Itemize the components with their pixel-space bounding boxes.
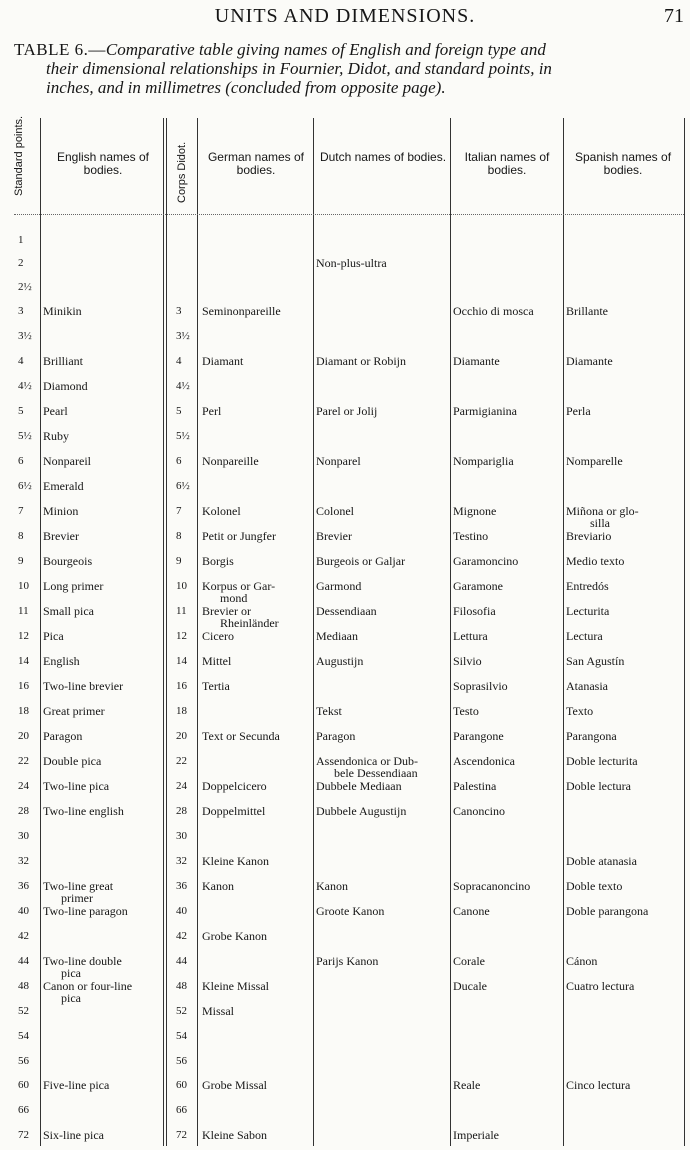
cell-standard-points: 2½ [18, 281, 32, 293]
column-rule [166, 118, 167, 1146]
cell-english-name: Brevier [43, 529, 79, 543]
cell-standard-points: 32 [18, 855, 29, 867]
cell-corps-didot: 6½ [176, 480, 190, 492]
cell-dutch-name: Diamant or Robijn [316, 354, 406, 368]
cell-standard-points: 36 [18, 880, 29, 892]
cell-corps-didot: 42 [176, 930, 187, 942]
cell-dutch-name: Augustijn [316, 654, 364, 668]
cell-spanish-name: Cuatro lectura [566, 979, 635, 993]
column-rule [197, 118, 198, 1146]
cell-english-name: Minion [43, 504, 79, 518]
cell-italian-name: Soprasilvio [453, 679, 508, 693]
cell-spanish-name: Parangona [566, 729, 617, 743]
cell-german-name: Cicero [202, 629, 234, 643]
cell-german-name: Text or Secunda [202, 729, 280, 743]
cell-german-name: Kleine Kanon [202, 854, 269, 868]
column-rule [563, 118, 564, 1146]
cell-english-name: Minikin [43, 304, 82, 318]
cell-standard-points: 66 [18, 1104, 29, 1116]
column-rule [163, 118, 164, 1146]
cell-dutch-name: Paragon [316, 729, 356, 743]
cell-italian-name: Garamoncino [453, 554, 519, 568]
cell-italian-name: Filosofia [453, 604, 496, 618]
cell-english-name: Brilliant [43, 354, 83, 368]
cell-standard-points: 20 [18, 730, 29, 742]
cell-dutch-name: Mediaan [316, 629, 358, 643]
cell-standard-points: 10 [18, 580, 29, 592]
caption-text-1: Comparative table giving names of English and foreign type and [105, 40, 546, 59]
cell-italian-name: Nompariglia [453, 454, 514, 468]
cell-dutch-name: Dubbele Augustijn [316, 804, 407, 818]
cell-spanish-name: Cinco lectura [566, 1078, 631, 1092]
cell-spanish-name: Doble texto [566, 879, 623, 893]
cell-english-name: Two-line great [43, 879, 114, 893]
cell-standard-points: 60 [18, 1079, 29, 1091]
cell-english-name: Bourgeois [43, 554, 93, 568]
cell-italian-name: Silvio [453, 654, 482, 668]
cell-italian-name: Parangone [453, 729, 504, 743]
cell-spanish-name: Atanasia [566, 679, 608, 693]
cell-corps-didot: 11 [176, 605, 187, 617]
cell-corps-didot: 36 [176, 880, 187, 892]
cell-dutch-name: Colonel [316, 504, 354, 518]
cell-dutch-name: Parijs Kanon [316, 954, 379, 968]
cell-german-name-continued: Rheinländer [220, 616, 279, 630]
cell-italian-name: Palestina [453, 779, 497, 793]
cell-standard-points: 3 [18, 305, 24, 317]
cell-german-name: Grobe Missal [202, 1078, 267, 1092]
cell-dutch-name: Assendonica or Dub- [316, 754, 418, 768]
cell-german-name: Petit or Jungfer [202, 529, 276, 543]
cell-german-name: Kleine Sabon [202, 1128, 267, 1142]
cell-corps-didot: 4 [176, 355, 182, 367]
cell-italian-name: Corale [453, 954, 485, 968]
cell-corps-didot: 10 [176, 580, 187, 592]
cell-english-name: Diamond [43, 379, 88, 393]
cell-standard-points: 7 [18, 505, 24, 517]
cell-dutch-name: Non-plus-ultra [316, 256, 387, 270]
column-rule [40, 118, 41, 1146]
cell-german-name: Kleine Missal [202, 979, 269, 993]
cell-standard-points: 30 [18, 830, 29, 842]
cell-spanish-name: Medio texto [566, 554, 625, 568]
cell-spanish-name: Perla [566, 404, 591, 418]
column-rule [684, 118, 685, 1146]
cell-standard-points: 6½ [18, 480, 32, 492]
cell-english-name: Pearl [43, 404, 68, 418]
cell-english-name: Paragon [43, 729, 83, 743]
cell-italian-name: Garamone [453, 579, 503, 593]
cell-corps-didot: 48 [176, 980, 187, 992]
cell-german-name: Doppelcicero [202, 779, 267, 793]
cell-italian-name: Mignone [453, 504, 497, 518]
cell-standard-points: 52 [18, 1005, 29, 1017]
cell-spanish-name-continued: silla [590, 516, 610, 530]
cell-english-name-continued: pica [61, 966, 81, 980]
cell-german-name-continued: mond [220, 591, 248, 605]
caption-line-3: inches, and in millimetres (concluded from opposite page). [46, 78, 446, 97]
cell-spanish-name: Texto [566, 704, 594, 718]
cell-spanish-name: San Agustín [566, 654, 625, 668]
header-corps-didot: Corps Didot. [176, 141, 188, 203]
cell-corps-didot: 44 [176, 955, 187, 967]
cell-standard-points: 42 [18, 930, 29, 942]
cell-italian-name: Canoncino [453, 804, 505, 818]
cell-corps-didot: 22 [176, 755, 187, 767]
cell-dutch-name: Dubbele Mediaan [316, 779, 402, 793]
cell-standard-points: 5½ [18, 430, 32, 442]
cell-english-name: English [43, 654, 80, 668]
cell-italian-name: Imperiale [453, 1128, 499, 1142]
cell-english-name: Two-line pica [43, 779, 110, 793]
cell-dutch-name: Nonparel [316, 454, 361, 468]
cell-standard-points: 8 [18, 530, 24, 542]
cell-standard-points: 28 [18, 805, 29, 817]
cell-italian-name: Ascendonica [453, 754, 515, 768]
cell-english-name-continued: primer [61, 891, 93, 905]
cell-standard-points: 12 [18, 630, 29, 642]
header-italian: Italian names of bodies. [464, 150, 550, 177]
header-spanish: Spanish names of bodies. [574, 150, 672, 177]
cell-english-name: Long primer [43, 579, 104, 593]
cell-standard-points: 11 [18, 605, 29, 617]
cell-english-name: Two-line english [43, 804, 124, 818]
cell-corps-didot: 56 [176, 1055, 187, 1067]
cell-german-name: Diamant [202, 354, 244, 368]
cell-dutch-name-continued: bele Dessendiaan [334, 766, 418, 780]
cell-english-name: Nonpareil [43, 454, 91, 468]
cell-english-name: Six-line pica [43, 1128, 104, 1142]
cell-spanish-name: Diamante [566, 354, 613, 368]
cell-corps-didot: 60 [176, 1079, 187, 1091]
cell-german-name: Missal [202, 1004, 235, 1018]
cell-standard-points: 16 [18, 680, 29, 692]
cell-standard-points: 56 [18, 1055, 29, 1067]
cell-italian-name: Canone [453, 904, 490, 918]
cell-standard-points: 6 [18, 455, 24, 467]
cell-standard-points: 40 [18, 905, 29, 917]
cell-german-name: Korpus or Gar- [202, 579, 276, 593]
cell-standard-points: 4 [18, 355, 24, 367]
cell-spanish-name: Lectura [566, 629, 603, 643]
cell-german-name: Kanon [202, 879, 234, 893]
cell-corps-didot: 9 [176, 555, 182, 567]
cell-spanish-name: Doble atanasia [566, 854, 637, 868]
cell-italian-name: Diamante [453, 354, 500, 368]
cell-standard-points: 3½ [18, 330, 32, 342]
cell-english-name: Ruby [43, 429, 70, 443]
cell-corps-didot: 3 [176, 305, 182, 317]
cell-english-name: Two-line brevier [43, 679, 124, 693]
cell-dutch-name: Brevier [316, 529, 352, 543]
cell-corps-didot: 16 [176, 680, 187, 692]
cell-corps-didot: 28 [176, 805, 187, 817]
running-title: UNITS AND DIMENSIONS. [214, 5, 476, 27]
column-rule [450, 118, 451, 1146]
cell-dutch-name: Kanon [316, 879, 348, 893]
cell-german-name: Perl [202, 404, 222, 418]
header-english: English names of bodies. [56, 150, 150, 177]
cell-english-name-continued: pica [61, 991, 81, 1005]
cell-standard-points: 48 [18, 980, 29, 992]
header-dutch: Dutch names of bodies. [319, 150, 447, 164]
cell-german-name: Kolonel [202, 504, 241, 518]
cell-dutch-name: Parel or Jolij [316, 404, 378, 418]
cell-corps-didot: 52 [176, 1005, 187, 1017]
cell-corps-didot: 54 [176, 1030, 187, 1042]
cell-corps-didot: 14 [176, 655, 187, 667]
column-rule [313, 118, 314, 1146]
cell-corps-didot: 24 [176, 780, 187, 792]
cell-german-name: Brevier or [202, 604, 251, 618]
header-standard-points: Standard points. [13, 115, 25, 196]
caption-lead: TABLE 6.— [14, 40, 106, 59]
cell-german-name: Borgis [202, 554, 234, 568]
cell-standard-points: 1 [18, 234, 24, 246]
cell-standard-points: 2 [18, 257, 24, 269]
cell-spanish-name: Doble parangona [566, 904, 649, 918]
cell-english-name: Double pica [43, 754, 102, 768]
cell-german-name: Tertia [202, 679, 230, 693]
cell-spanish-name: Doble lecturita [566, 754, 638, 768]
cell-spanish-name: Cánon [566, 954, 598, 968]
cell-corps-didot: 32 [176, 855, 187, 867]
cell-corps-didot: 66 [176, 1104, 187, 1116]
cell-italian-name: Ducale [453, 979, 487, 993]
cell-corps-didot: 72 [176, 1129, 187, 1141]
cell-corps-didot: 40 [176, 905, 187, 917]
cell-corps-didot: 4½ [176, 380, 190, 392]
cell-english-name: Great primer [43, 704, 105, 718]
cell-german-name: Mittel [202, 654, 232, 668]
header-german: German names of bodies. [207, 150, 305, 177]
cell-german-name: Grobe Kanon [202, 929, 267, 943]
cell-standard-points: 72 [18, 1129, 29, 1141]
cell-standard-points: 14 [18, 655, 29, 667]
cell-italian-name: Testo [453, 704, 479, 718]
cell-corps-didot: 7 [176, 505, 182, 517]
header-rule [14, 214, 684, 215]
cell-spanish-name: Miñona or glo- [566, 504, 639, 518]
caption-line-2: their dimensional relationships in Fournier, Didot, and standard points, in [46, 59, 552, 78]
cell-corps-didot: 6 [176, 455, 182, 467]
cell-italian-name: Parmigianina [453, 404, 517, 418]
cell-corps-didot: 12 [176, 630, 187, 642]
cell-corps-didot: 30 [176, 830, 187, 842]
cell-dutch-name: Dessendiaan [316, 604, 377, 618]
cell-standard-points: 44 [18, 955, 29, 967]
cell-english-name: Five-line pica [43, 1078, 110, 1092]
cell-corps-didot: 18 [176, 705, 187, 717]
cell-standard-points: 4½ [18, 380, 32, 392]
cell-english-name: Two-line paragon [43, 904, 128, 918]
cell-italian-name: Lettura [453, 629, 488, 643]
cell-english-name: Canon or four-line [43, 979, 133, 993]
cell-german-name: Doppelmittel [202, 804, 266, 818]
cell-italian-name: Occhio di mosca [453, 304, 534, 318]
cell-english-name: Emerald [43, 479, 84, 493]
cell-corps-didot: 5 [176, 405, 182, 417]
cell-standard-points: 9 [18, 555, 24, 567]
cell-standard-points: 5 [18, 405, 24, 417]
cell-standard-points: 24 [18, 780, 29, 792]
page-number: 71 [664, 5, 684, 27]
cell-german-name: Nonpareille [202, 454, 259, 468]
cell-italian-name: Testino [453, 529, 489, 543]
cell-standard-points: 18 [18, 705, 29, 717]
cell-italian-name: Sopracanoncino [453, 879, 531, 893]
cell-dutch-name: Tekst [316, 704, 342, 718]
cell-german-name: Seminonpareille [202, 304, 281, 318]
cell-dutch-name: Groote Kanon [316, 904, 385, 918]
cell-standard-points: 22 [18, 755, 29, 767]
cell-english-name: Two-line double [43, 954, 122, 968]
cell-corps-didot: 5½ [176, 430, 190, 442]
cell-italian-name: Reale [453, 1078, 481, 1092]
cell-spanish-name: Doble lectura [566, 779, 631, 793]
cell-corps-didot: 8 [176, 530, 182, 542]
cell-spanish-name: Brillante [566, 304, 608, 318]
cell-spanish-name: Nomparelle [566, 454, 623, 468]
cell-standard-points: 54 [18, 1030, 29, 1042]
cell-corps-didot: 20 [176, 730, 187, 742]
cell-dutch-name: Burgeois or Galjar [316, 554, 406, 568]
cell-dutch-name: Garmond [316, 579, 362, 593]
cell-spanish-name: Lecturita [566, 604, 610, 618]
cell-english-name: Pica [43, 629, 64, 643]
cell-corps-didot: 3½ [176, 330, 190, 342]
cell-spanish-name: Breviario [566, 529, 612, 543]
cell-english-name: Small pica [43, 604, 94, 618]
cell-spanish-name: Entredós [566, 579, 609, 593]
